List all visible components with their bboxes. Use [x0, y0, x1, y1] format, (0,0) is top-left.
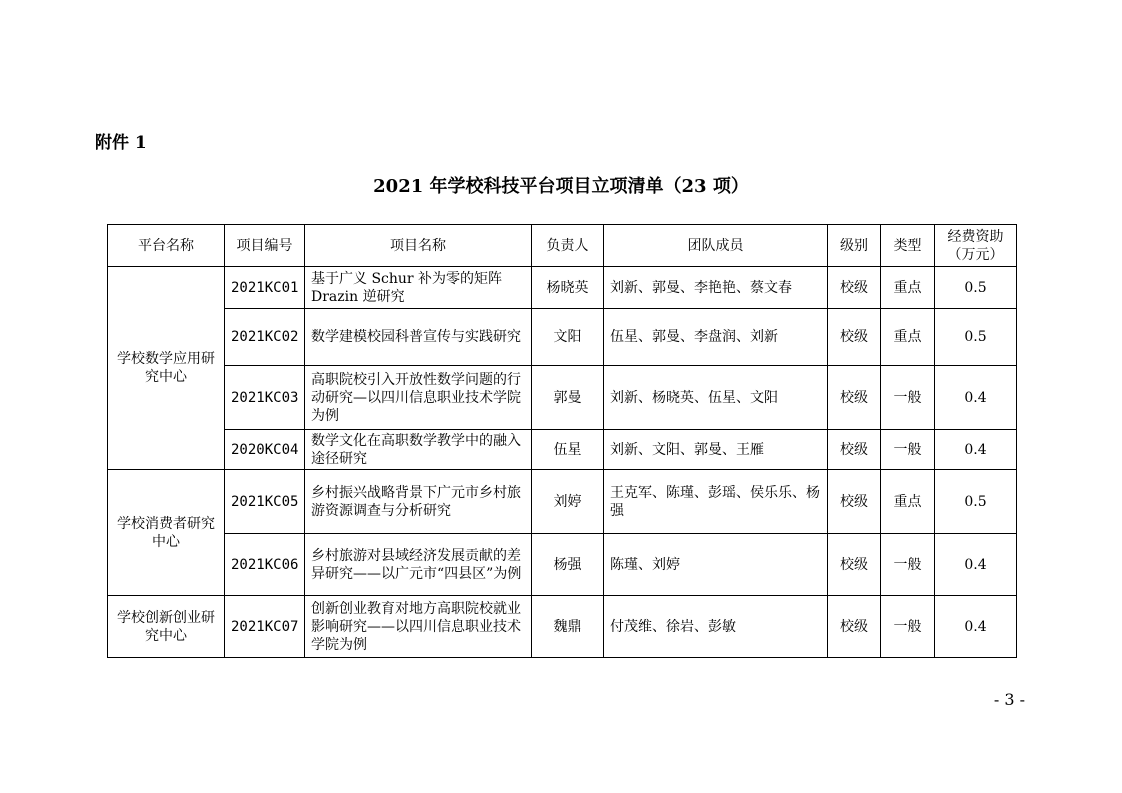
table-row: [108, 470, 1017, 534]
project-funding: 0.5: [935, 267, 1017, 309]
project-funding: 0.5: [935, 470, 1017, 534]
page-number: - 3 -: [993, 690, 1025, 709]
header-name: 项目名称: [305, 225, 532, 267]
project-leader: 杨晓英: [532, 267, 604, 309]
table-header-row: [108, 225, 1017, 267]
team-members: 陈瑾、刘婷: [604, 534, 828, 596]
team-members: 王克军、陈瑾、彭瑶、侯乐乐、杨强: [604, 470, 828, 534]
table-row: [108, 309, 1017, 366]
project-funding: 0.4: [935, 596, 1017, 658]
project-type: 重点: [881, 470, 935, 534]
document-title: 2021 年学校科技平台项目立项清单（23 项）: [373, 176, 749, 197]
table-row: [108, 534, 1017, 596]
attachment-label: 附件 1: [95, 133, 147, 153]
project-name: 乡村旅游对县域经济发展贡献的差异研究——以广元市“四县区”为例: [305, 534, 532, 596]
project-funding: 0.4: [935, 430, 1017, 470]
team-members: 付茂维、徐岩、彭敏: [604, 596, 828, 658]
project-type: 一般: [881, 534, 935, 596]
project-name: 高职院校引入开放性数学问题的行动研究—以四川信息职业技术学院为例: [305, 366, 532, 430]
project-code: 2021KC07: [225, 596, 305, 658]
project-code: 2021KC03: [225, 366, 305, 430]
table-row: [108, 430, 1017, 470]
project-level: 校级: [828, 534, 881, 596]
header-platform: 平台名称: [108, 225, 225, 267]
project-type: 一般: [881, 596, 935, 658]
project-name: 数学建模校园科普宣传与实践研究: [305, 309, 532, 366]
project-code: 2021KC05: [225, 470, 305, 534]
project-leader: 郭曼: [532, 366, 604, 430]
header-type: 类型: [881, 225, 935, 267]
project-leader: 文阳: [532, 309, 604, 366]
platform-cell: 学校数学应用研究中心: [108, 267, 225, 470]
team-members: 刘新、文阳、郭曼、王雁: [604, 430, 828, 470]
project-funding: 0.5: [935, 309, 1017, 366]
project-code: 2021KC01: [225, 267, 305, 309]
project-name: 乡村振兴战略背景下广元市乡村旅游资源调查与分析研究: [305, 470, 532, 534]
project-type: 重点: [881, 267, 935, 309]
project-level: 校级: [828, 470, 881, 534]
project-level: 校级: [828, 596, 881, 658]
project-leader: 伍星: [532, 430, 604, 470]
table-row: [108, 596, 1017, 658]
platform-cell: 学校消费者研究中心: [108, 470, 225, 596]
table-row: [108, 267, 1017, 309]
project-level: 校级: [828, 430, 881, 470]
project-name: 创新创业教育对地方高职院校就业影响研究——以四川信息职业技术学院为例: [305, 596, 532, 658]
project-level: 校级: [828, 366, 881, 430]
project-type: 重点: [881, 309, 935, 366]
project-code: 2020KC04: [225, 430, 305, 470]
project-leader: 魏鼎: [532, 596, 604, 658]
header-leader: 负责人: [532, 225, 604, 267]
team-members: 伍星、郭曼、李盘润、刘新: [604, 309, 828, 366]
header-team: 团队成员: [604, 225, 828, 267]
project-level: 校级: [828, 309, 881, 366]
header-funding: 经费资助（万元）: [935, 225, 1017, 267]
project-leader: 刘婷: [532, 470, 604, 534]
project-type: 一般: [881, 366, 935, 430]
project-code: 2021KC02: [225, 309, 305, 366]
header-level: 级别: [828, 225, 881, 267]
project-funding: 0.4: [935, 366, 1017, 430]
project-level: 校级: [828, 267, 881, 309]
team-members: 刘新、杨晓英、伍星、文阳: [604, 366, 828, 430]
team-members: 刘新、郭曼、李艳艳、蔡文春: [604, 267, 828, 309]
table-row: [108, 366, 1017, 430]
header-code: 项目编号: [225, 225, 305, 267]
project-name: 数学文化在高职数学教学中的融入途径研究: [305, 430, 532, 470]
project-code: 2021KC06: [225, 534, 305, 596]
project-name: 基于广义 Schur 补为零的矩阵 Drazin 逆研究: [305, 267, 532, 309]
project-funding: 0.4: [935, 534, 1017, 596]
project-table: [107, 224, 1017, 658]
project-type: 一般: [881, 430, 935, 470]
project-leader: 杨强: [532, 534, 604, 596]
platform-cell: 学校创新创业研究中心: [108, 596, 225, 658]
